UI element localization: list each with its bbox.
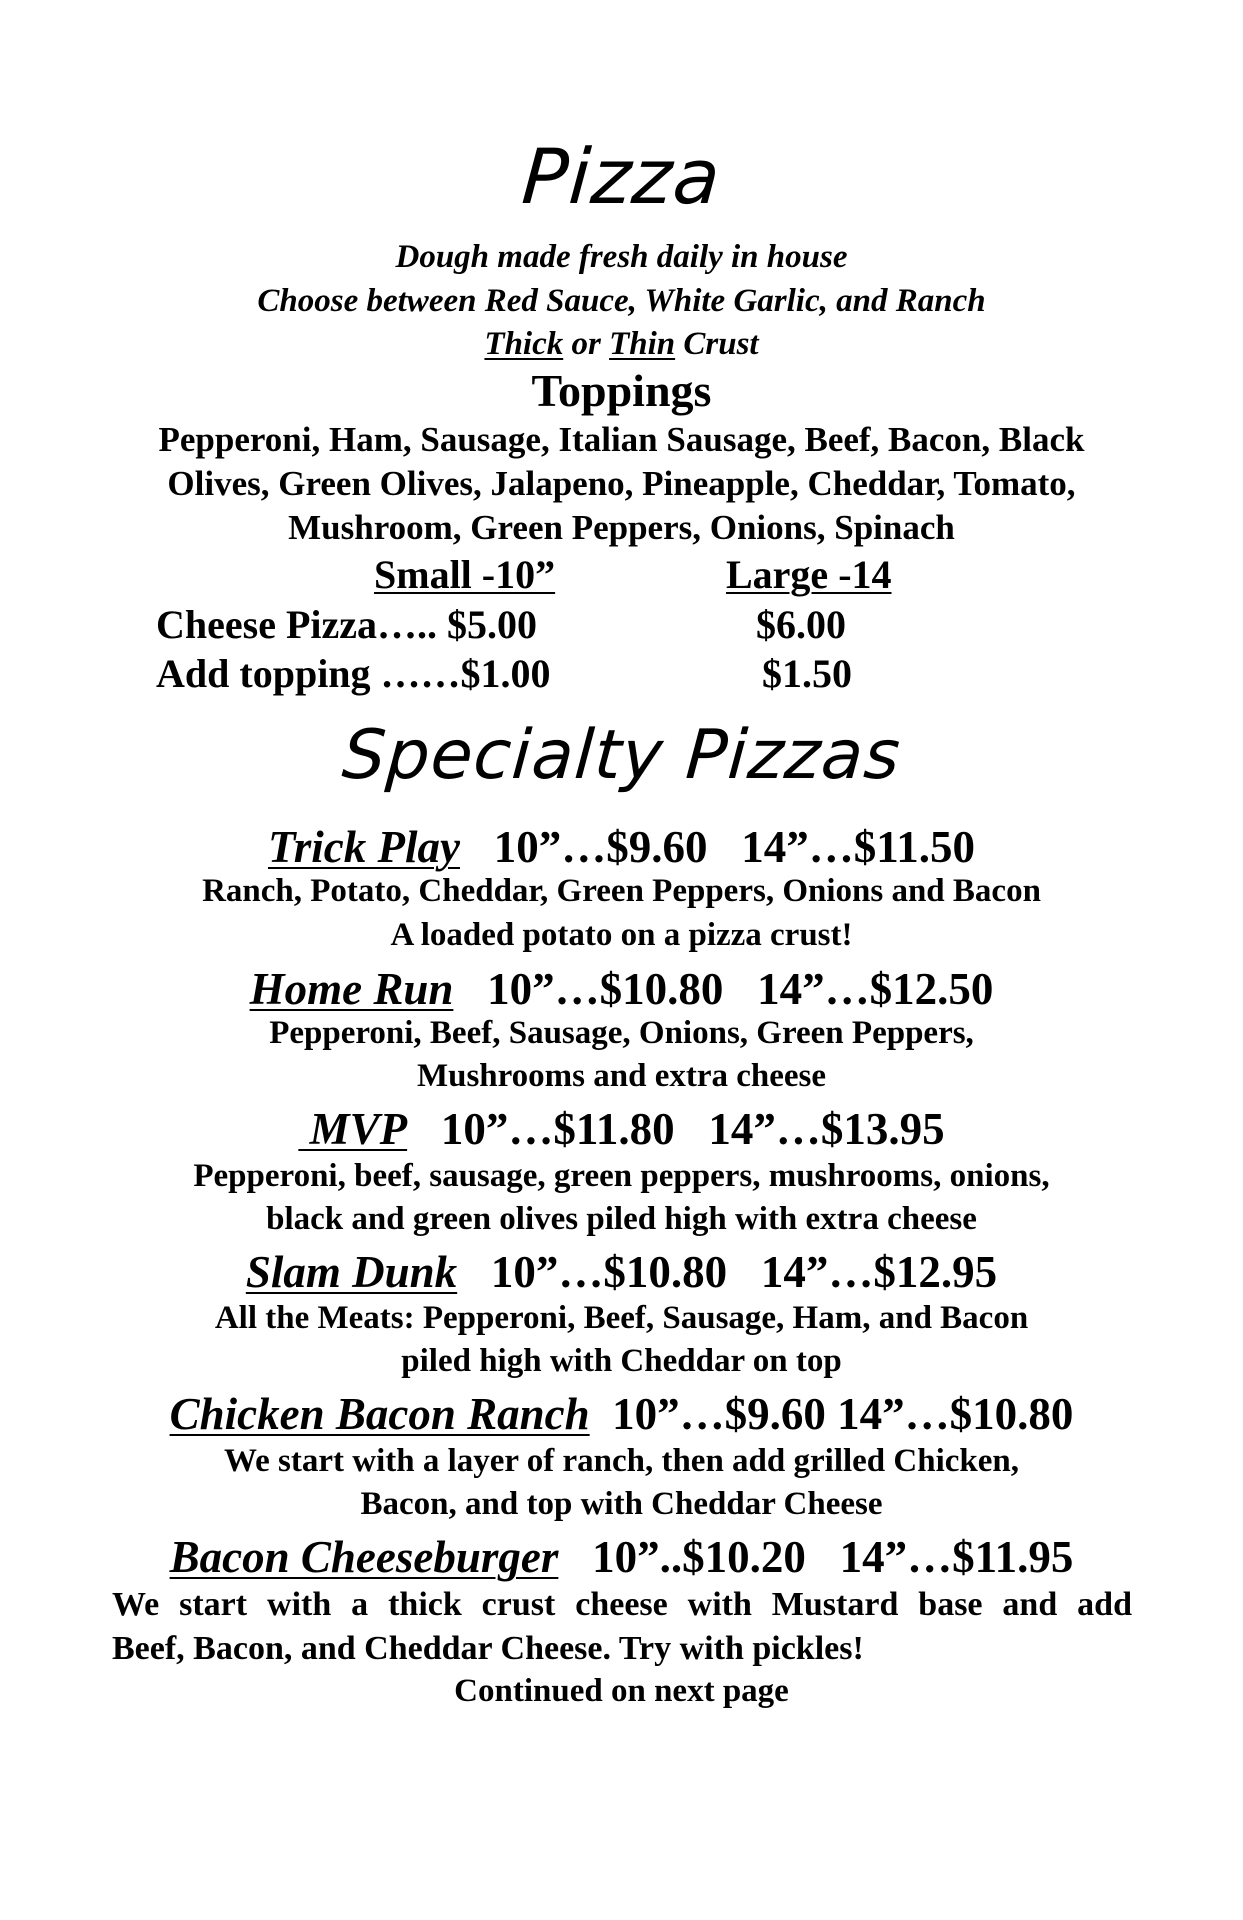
specialty-title: Specialty Pizzas xyxy=(339,716,904,795)
small-size-header: Small -10” xyxy=(374,552,556,597)
continued-note: Continued on next page xyxy=(454,1673,789,1709)
toppings-line-1: Pepperoni, Ham, Sausage, Italian Sausage, Beef, Bacon, Black xyxy=(158,420,1085,459)
specialty-desc: We start with a thick crust cheese with Mustard base and add xyxy=(112,1586,1132,1623)
specialty-desc: A loaded potato on a pizza crust! xyxy=(390,917,853,953)
specialty-desc: piled high with Cheddar on top xyxy=(401,1343,842,1379)
specialty-name: Trick Play xyxy=(267,822,460,872)
cheese-pizza-small: Cheese Pizza….. $5.00 xyxy=(156,602,538,647)
cheese-pizza-large: $6.00 xyxy=(756,602,846,647)
specialty-item-home-run xyxy=(0,962,1243,1016)
specialty-prices: 10”…$11.80 14”…$13.95 xyxy=(440,1104,945,1154)
intro-dough: Dough made fresh daily in house xyxy=(395,239,848,275)
intro-crust xyxy=(0,323,1243,365)
crust-thick: Thick xyxy=(484,326,564,362)
toppings-heading: Toppings xyxy=(531,365,712,416)
specialty-item-trick-play xyxy=(0,820,1243,874)
toppings-line-3: Mushroom, Green Peppers, Onions, Spinach xyxy=(288,508,955,547)
specialty-desc: Mushrooms and extra cheese xyxy=(416,1058,827,1094)
specialty-item-slam-dunk xyxy=(0,1245,1243,1299)
specialty-name: Bacon Cheeseburger xyxy=(169,1532,559,1582)
crust-suffix: Crust xyxy=(675,326,759,362)
crust-thin: Thin xyxy=(609,326,676,362)
specialty-desc: Bacon, and top with Cheddar Cheese xyxy=(360,1486,883,1522)
specialty-prices: 10”…$10.80 14”…$12.95 xyxy=(490,1247,998,1297)
large-size-header: Large -14 xyxy=(726,552,892,597)
add-topping-small: Add topping ……$1.00 xyxy=(156,651,551,696)
crust-or: or xyxy=(563,326,610,362)
specialty-desc: We start with a layer of ranch, then add grilled Chicken, xyxy=(223,1443,1020,1479)
specialty-prices: 10”…$10.80 14”…$12.50 xyxy=(487,964,994,1014)
specialty-prices: 10”..$10.20 14”…$11.95 xyxy=(592,1532,1074,1582)
specialty-item-bacon-cheeseburger xyxy=(0,1530,1243,1584)
specialty-desc: Ranch, Potato, Cheddar, Green Peppers, Onions and Bacon xyxy=(202,873,1041,909)
specialty-name: MVP xyxy=(298,1104,408,1154)
specialty-item-mvp xyxy=(0,1102,1243,1156)
add-topping-large: $1.50 xyxy=(762,651,852,696)
specialty-desc: Pepperoni, Beef, Sausage, Onions, Green Peppers, xyxy=(269,1015,974,1051)
specialty-name: Chicken Bacon Ranch xyxy=(169,1389,590,1439)
specialty-desc: All the Meats: Pepperoni, Beef, Sausage, Ham, and Bacon xyxy=(214,1300,1029,1336)
intro-sauce: Choose between Red Sauce, White Garlic, and Ranch xyxy=(257,283,986,319)
specialty-prices: 10”…$9.60 14”…$10.80 xyxy=(612,1389,1074,1439)
specialty-prices: 10”…$9.60 14”…$11.50 xyxy=(493,822,976,872)
specialty-item-chicken-bacon-ranch xyxy=(0,1387,1243,1441)
specialty-name: Home Run xyxy=(249,964,454,1014)
toppings-line-2: Olives, Green Olives, Jalapeno, Pineapple, Cheddar, Tomato, xyxy=(167,464,1076,503)
specialty-desc: Beef, Bacon, and Cheddar Cheese. Try with pickles! xyxy=(112,1630,864,1667)
page-title: Pizza xyxy=(519,132,724,221)
specialty-desc: black and green olives piled high with extra cheese xyxy=(266,1201,977,1237)
specialty-name: Slam Dunk xyxy=(245,1247,458,1297)
specialty-desc: Pepperoni, beef, sausage, green peppers, mushrooms, onions, xyxy=(193,1158,1050,1194)
